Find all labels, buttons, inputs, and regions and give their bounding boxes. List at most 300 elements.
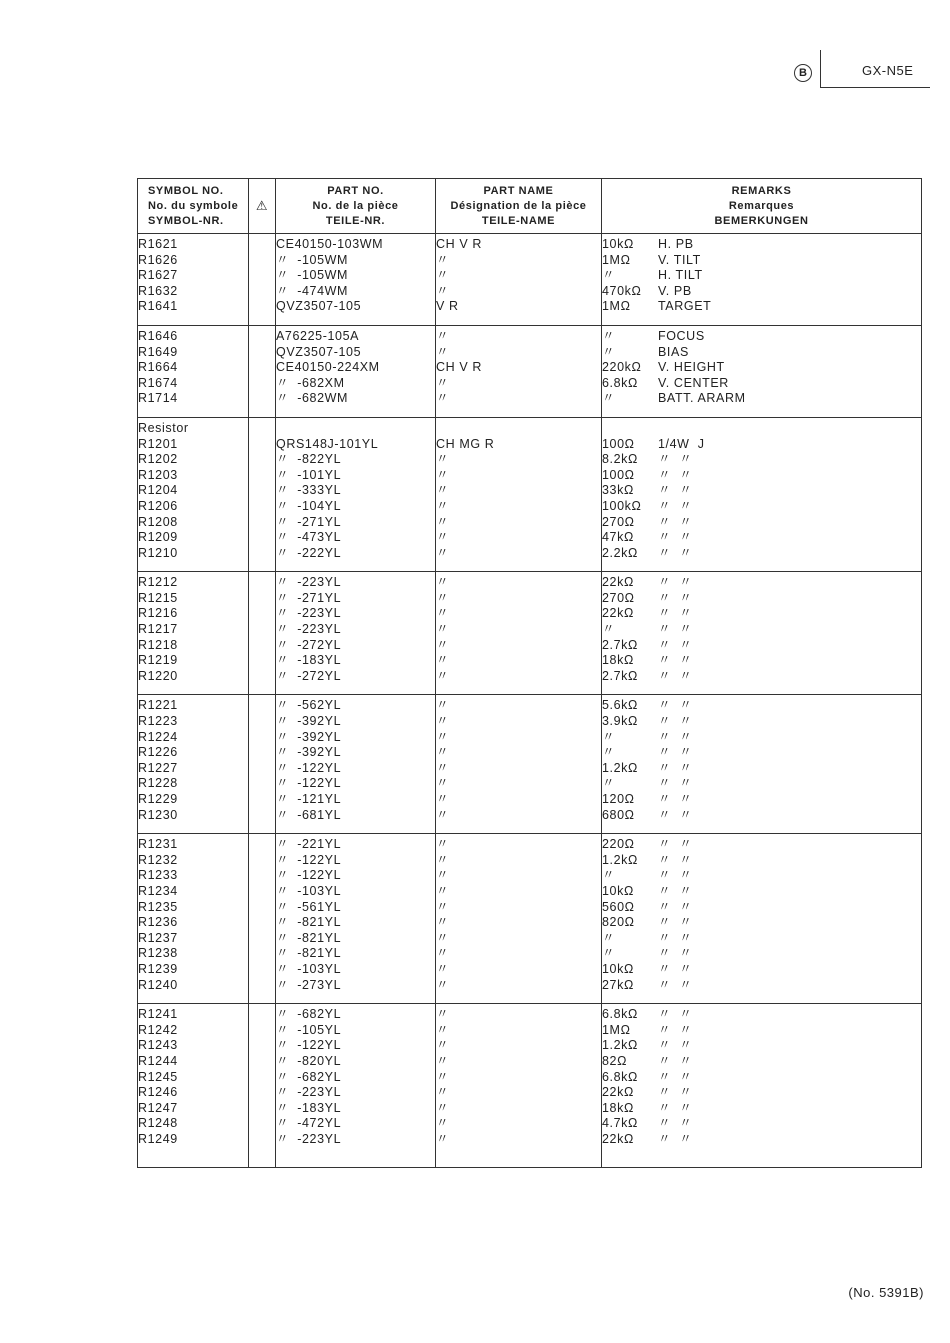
table-row-group [138,695,922,834]
remark-text: 〃 〃 [658,745,693,760]
remark-line [602,915,921,931]
remark-text: 〃 〃 [658,467,693,482]
part-name-cell [436,234,602,326]
part-name-text: 〃 [436,1116,450,1131]
remark-line [602,1007,921,1023]
part-name-text: 〃 [436,807,450,822]
remark-text: 〃 〃 [658,698,693,713]
remark-text: 〃 〃 [658,668,693,683]
symbol-no-text: R1664 [138,360,178,375]
remark-line [602,391,921,407]
value-text: 10kΩ [602,961,634,976]
value-text: 2.7kΩ [602,637,638,652]
remark-text: 〃 〃 [658,946,693,961]
remark-text: 〃 〃 [658,792,693,806]
symbol-no-text: R1641 [138,299,178,314]
remark-text: BIAS [658,344,689,359]
remark-line [602,1085,921,1101]
remark-text: TARGET [658,299,712,314]
symbol-no-text: R1241 [138,1007,178,1022]
part-name-text: 〃 [436,760,450,775]
value-text: 100kΩ [602,498,642,513]
remark-line [602,530,921,546]
part-no-text: 〃 -222YL [276,545,342,560]
symbol-no-text: R1212 [138,575,178,590]
part-no-text: 〃 -183YL [276,1100,342,1115]
remark-line [602,253,921,269]
remark-line [602,669,921,685]
value-text: 47kΩ [602,530,634,545]
value-text: 560Ω [602,899,635,914]
remarks-header [602,179,922,234]
value-text: 6.8kΩ [602,1007,638,1022]
part-name-text: 〃 [436,698,450,713]
remark-text: H. TILT [658,268,703,283]
value-text: 1MΩ [602,252,631,267]
remark-line [602,792,921,808]
symbol-no-text: R1232 [138,852,178,867]
remark-text: 〃 〃 [658,714,693,729]
remark-text: V. HEIGHT [658,360,725,375]
part-no-text: 〃 -821YL [276,930,342,945]
part-name-text: 〃 [436,530,450,545]
symbol-no-header [138,179,249,234]
part-name-text: 〃 [436,852,450,867]
part-no-text: A76225-105A [276,328,360,343]
part-no-text: 〃 -105WM [276,252,349,267]
part-name-header [436,179,602,234]
symbol-no-text: R1248 [138,1116,178,1131]
remarks-cell [602,417,922,571]
value-text: 470kΩ [602,283,642,298]
header-rule-vertical [820,50,821,88]
remark-line [602,745,921,761]
symbol-no-text: R1224 [138,729,178,744]
header-line: No. du symbole [148,200,239,212]
remark-line [602,360,921,376]
value-text: 10kΩ [602,883,634,898]
remark-line [602,591,921,607]
remark-text: 〃 〃 [658,899,693,914]
remark-line [602,483,921,499]
remark-line [602,268,921,284]
value-text: 220kΩ [602,360,642,375]
symbol-no-text: R1243 [138,1038,178,1053]
part-no-text: 〃 -682YL [276,1069,342,1084]
symbol-no-text: R1236 [138,915,178,930]
remark-line [602,329,921,345]
symbol-no-text: R1201 [138,436,178,451]
symbol-no-text: R1229 [138,792,178,806]
value-text: 10kΩ [602,237,634,251]
part-no-text: 〃 -272YL [276,637,342,652]
value-text: 120Ω [602,792,635,806]
remark-line [602,1101,921,1117]
remark-line [602,1116,921,1132]
part-no-text: 〃 -392YL [276,745,342,760]
value-text: 22kΩ [602,1085,634,1100]
part-name-text: CH V R [436,237,482,251]
remark-line [602,853,921,869]
value-text: 8.2kΩ [602,452,638,467]
part-name-text: 〃 [436,653,450,668]
header-line: Remarques [728,200,795,212]
remarks-cell [602,325,922,417]
remark-line [602,946,921,962]
part-name-text: 〃 [436,915,450,930]
header-line: PART NO. [327,185,384,197]
header-line: Désignation de la pièce [450,200,587,212]
part-name-text: 〃 [436,283,450,298]
part-no-text: 〃 -561YL [276,899,342,914]
section-letter-badge: B [794,64,812,82]
remark-line [602,1023,921,1039]
part-no-text: 〃 -223YL [276,1131,342,1146]
remark-line [602,808,921,824]
warning-triangle-icon: ⚠ [255,198,269,213]
symbol-no-text: R1202 [138,452,178,467]
part-no-cell [276,1004,436,1168]
remark-line [602,468,921,484]
value-text: 270Ω [602,514,635,529]
header-line: PART NAME [483,185,554,197]
symbol-no-text: R1239 [138,961,178,976]
symbol-no-text: R1228 [138,776,178,791]
symbol-no-cell [138,572,249,695]
remark-line [602,622,921,638]
parts-table-body [138,234,922,1168]
part-name-text: 〃 [436,668,450,683]
remark-line [602,499,921,515]
remark-text: 〃 〃 [658,637,693,652]
remark-text: 〃 〃 [658,776,693,791]
symbol-no-text: R1649 [138,344,178,359]
value-text: 2.7kΩ [602,668,638,683]
warning-cell [249,234,276,326]
part-name-cell [436,572,602,695]
value-text: 18kΩ [602,1100,634,1115]
value-text: 〃 [602,328,616,343]
part-no-text: 〃 -682XM [276,375,345,390]
remark-text: 〃 〃 [658,1100,693,1115]
remark-line [602,761,921,777]
remark-line [602,1038,921,1054]
symbol-no-cell [138,834,249,1004]
value-text: 〃 [602,391,616,406]
part-no-header [276,179,436,234]
part-name-text [436,421,601,437]
symbol-no-cell [138,234,249,326]
value-text: 5.6kΩ [602,698,638,713]
remark-line [602,237,921,253]
symbol-no-text: R1227 [138,760,178,775]
part-no-text: 〃 -223YL [276,622,342,637]
part-no-text: 〃 -392YL [276,729,342,744]
part-name-text: 〃 [436,344,450,359]
value-text: 270Ω [602,590,635,605]
part-no-text: 〃 -223YL [276,1085,342,1100]
warning-cell [249,1004,276,1168]
remarks-cell [602,234,922,326]
remark-text: 〃 〃 [658,1007,693,1022]
remark-line [602,638,921,654]
part-no-text: 〃 -105YL [276,1022,342,1037]
symbol-no-text: R1217 [138,622,178,637]
remark-line [602,698,921,714]
header-line: REMARKS [731,185,792,197]
header-rule-horizontal [820,87,930,88]
part-no-text: QRS148J-101YL [276,436,379,451]
part-name-cell [436,1004,602,1168]
part-no-text: QVZ3507-105 [276,299,362,314]
remark-text: 〃 〃 [658,868,693,883]
remark-line [602,515,921,531]
part-no-text: 〃 -474WM [276,283,349,298]
remark-line [602,376,921,392]
part-name-text: 〃 [436,792,450,806]
part-no-text: 〃 -101YL [276,467,342,482]
remark-line [602,1070,921,1086]
part-name-cell [436,834,602,1004]
value-text: 〃 [602,729,616,744]
part-name-text: 〃 [436,961,450,976]
warning-cell [249,417,276,571]
remark-line [602,546,921,562]
symbol-no-text: R1209 [138,530,178,545]
remarks-cell [602,1004,922,1168]
part-no-text: 〃 -820YL [276,1053,342,1068]
part-name-text: 〃 [436,545,450,560]
remark-line [602,345,921,361]
symbol-no-text: R1674 [138,375,178,390]
remark-text: BATT. ARARM [658,391,746,406]
remark-line [602,884,921,900]
remark-line [602,653,921,669]
part-name-text: 〃 [436,714,450,729]
symbol-no-text: R1627 [138,268,178,283]
remark-text: FOCUS [658,328,705,343]
remark-text: 〃 〃 [658,1069,693,1084]
part-no-cell [276,417,436,571]
symbol-no-text: R1646 [138,328,178,343]
part-name-text: 〃 [436,606,450,621]
warning-cell [249,325,276,417]
part-no-text: 〃 -122YL [276,868,342,883]
value-text: 22kΩ [602,606,634,621]
part-no-text: 〃 -183YL [276,653,342,668]
part-name-text: 〃 [436,776,450,791]
part-no-text: 〃 -122YL [276,852,342,867]
remark-text: 〃 〃 [658,915,693,930]
symbol-no-text: R1626 [138,252,178,267]
remark-text: 〃 〃 [658,760,693,775]
part-name-text: 〃 [436,729,450,744]
remark-text: 〃 〃 [658,837,693,852]
header-line: BEMERKUNGEN [714,215,809,227]
value-text: 820Ω [602,915,635,930]
value-text: 100Ω [602,436,635,451]
part-name-text: 〃 [436,391,450,406]
remark-line [602,978,921,994]
part-no-text: 〃 -392YL [276,714,342,729]
remark-text: 〃 〃 [658,545,693,560]
value-text: 3.9kΩ [602,714,638,729]
warning-cell [249,834,276,1004]
remark-line [602,962,921,978]
symbol-no-text: R1206 [138,498,178,513]
table-header-row [138,179,922,234]
part-no-text: 〃 -105WM [276,268,349,283]
symbol-no-text: R1219 [138,653,178,668]
model-number: GX-N5E [862,63,914,78]
header-line: SYMBOL-NR. [148,215,224,227]
part-no-text: 〃 -103YL [276,883,342,898]
value-text: 100Ω [602,467,635,482]
warning-header [249,179,276,234]
part-no-text: 〃 -562YL [276,698,342,713]
value-text: 220Ω [602,837,635,852]
part-name-text: 〃 [436,745,450,760]
part-name-text: 〃 [436,268,450,283]
remark-line [602,714,921,730]
remark-text: 〃 〃 [658,1131,693,1146]
part-no-text: 〃 -122YL [276,760,342,775]
part-name-text: 〃 [436,328,450,343]
value-text: 22kΩ [602,575,634,590]
part-name-text: 〃 [436,483,450,498]
part-name-text: CH MG R [436,436,495,451]
symbol-no-text: R1233 [138,868,178,883]
remark-text: 〃 〃 [658,606,693,621]
part-no-text: 〃 -272YL [276,668,342,683]
symbol-no-text: R1220 [138,668,178,683]
value-text: 1.2kΩ [602,1038,638,1053]
part-name-text: 〃 [436,467,450,482]
part-name-text: 〃 [436,514,450,529]
remark-line [602,421,921,437]
table-row-group [138,325,922,417]
part-no-cell [276,695,436,834]
warning-cell [249,572,276,695]
remark-text: 〃 〃 [658,590,693,605]
symbol-no-text: R1204 [138,483,178,498]
symbol-no-text: R1216 [138,606,178,621]
table-row-group [138,417,922,571]
remark-line [602,1054,921,1070]
header-line: No. de la pièce [312,200,399,212]
remark-text: 〃 〃 [658,452,693,467]
remark-text: 〃 〃 [658,575,693,590]
part-no-text: 〃 -822YL [276,452,342,467]
part-no-text: 〃 -122YL [276,776,342,791]
remarks-cell [602,695,922,834]
symbol-no-text: R1210 [138,545,178,560]
part-no-text: 〃 -104YL [276,498,342,513]
remark-line [602,575,921,591]
part-name-text: 〃 [436,899,450,914]
symbol-no-text: R1714 [138,391,178,406]
part-name-text: 〃 [436,1007,450,1022]
part-name-text: 〃 [436,590,450,605]
remark-line [602,299,921,315]
table-row-group [138,234,922,326]
value-text: 6.8kΩ [602,375,638,390]
part-no-text: 〃 -221YL [276,837,342,852]
remark-line [602,606,921,622]
remark-text: 〃 〃 [658,530,693,545]
part-no-text: 〃 -472YL [276,1116,342,1131]
value-text: 〃 [602,344,616,359]
part-no-text: 〃 -223YL [276,575,342,590]
part-name-text: 〃 [436,637,450,652]
remark-line [602,837,921,853]
value-text: 〃 [602,930,616,945]
remark-line [602,730,921,746]
part-name-text: 〃 [436,930,450,945]
part-no-text: 〃 -681YL [276,807,342,822]
remark-text: V. CENTER [658,375,729,390]
part-no-text: 〃 -223YL [276,606,342,621]
value-text: 6.8kΩ [602,1069,638,1084]
part-name-text: 〃 [436,1022,450,1037]
remark-line [602,776,921,792]
part-name-cell [436,325,602,417]
symbol-no-cell [138,1004,249,1168]
part-name-text: 〃 [436,837,450,852]
part-no-text: 〃 -271YL [276,590,342,605]
remark-text: 〃 〃 [658,1085,693,1100]
remark-text: 1/4W J [658,436,705,451]
remark-text: 〃 〃 [658,653,693,668]
part-name-text: 〃 [436,1100,450,1115]
part-no-text: 〃 -821YL [276,946,342,961]
remark-text: 〃 〃 [658,729,693,744]
remark-text: 〃 〃 [658,1022,693,1037]
part-no-text: 〃 -121YL [276,792,342,806]
part-name-text: 〃 [436,575,450,590]
symbol-no-text: R1244 [138,1053,178,1068]
remark-text: 〃 〃 [658,1038,693,1053]
part-name-text: 〃 [436,375,450,390]
symbol-no-text: R1218 [138,637,178,652]
remark-text: 〃 〃 [658,622,693,637]
value-text: 〃 [602,622,616,637]
symbol-no-text: R1208 [138,514,178,529]
value-text: 4.7kΩ [602,1116,638,1131]
remark-line [602,437,921,453]
symbol-no-text: R1234 [138,883,178,898]
value-text: 2.2kΩ [602,545,638,560]
remark-text: 〃 〃 [658,961,693,976]
value-text: 1.2kΩ [602,760,638,775]
remark-text: 〃 〃 [658,1116,693,1131]
part-name-text: 〃 [436,1053,450,1068]
symbol-no-text: R1242 [138,1022,178,1037]
value-text: 82Ω [602,1053,628,1068]
part-name-text: 〃 [436,622,450,637]
remark-text: 〃 〃 [658,498,693,513]
part-no-cell [276,834,436,1004]
symbol-no-text: R1247 [138,1100,178,1115]
remark-text: V. PB [658,283,692,298]
remark-text: 〃 〃 [658,514,693,529]
part-name-text: 〃 [436,252,450,267]
value-text: 1MΩ [602,1022,631,1037]
value-text: 33kΩ [602,483,634,498]
value-text: 680Ω [602,807,635,822]
part-no-text [276,421,435,437]
part-name-text: V R [436,299,459,314]
